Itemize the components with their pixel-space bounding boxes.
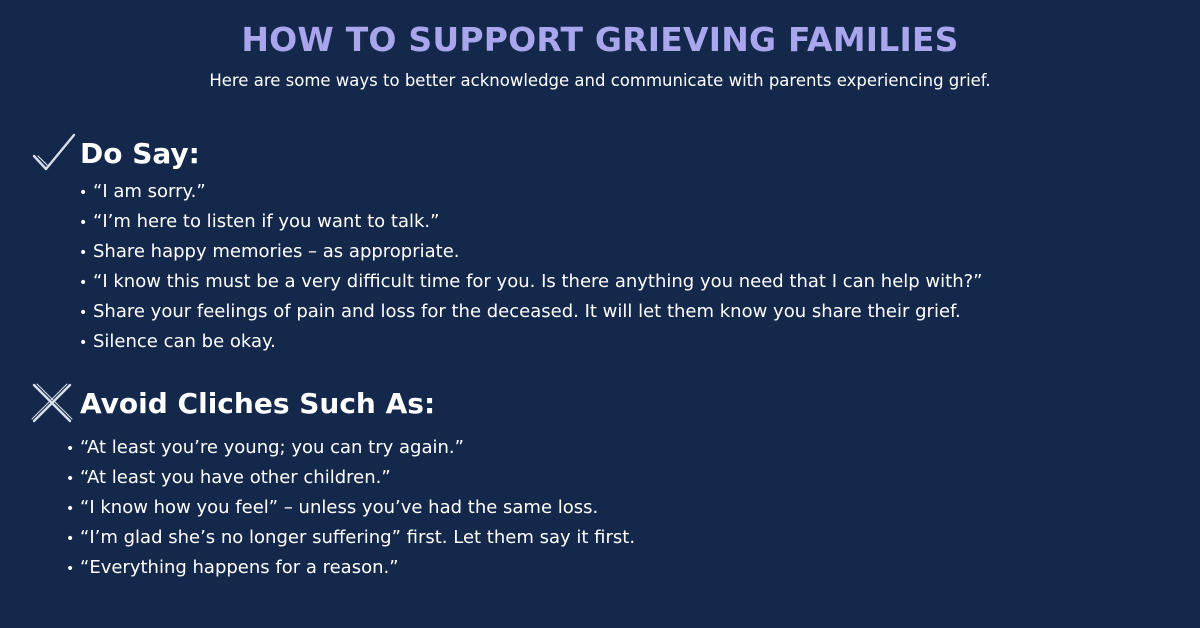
list-item: • “I know how you feel” – unless you’ve had the same loss. — [66, 497, 599, 518]
list-item: • “I’m glad she’s no longer suffering” first. Let them say it first. — [66, 527, 636, 548]
do-say-label: Do Say: — [80, 136, 200, 170]
list-item: • “I’m here to listen if you want to talk.” — [79, 211, 440, 232]
do-say-heading — [30, 131, 200, 175]
avoid-cliches-heading — [30, 381, 435, 425]
avoid-cliches-label: Avoid Cliches Such As: — [80, 386, 436, 420]
do-say-list — [79, 177, 983, 357]
list-item: • Share your feelings of pain and loss for the deceased. It will let them know you share their grief. — [79, 301, 961, 322]
list-item: • “At least you’re young; you can try again.” — [66, 437, 464, 458]
avoid-cliches-list — [66, 433, 635, 583]
x-mark-icon — [30, 381, 78, 425]
page-title: HOW TO SUPPORT GRIEVING FAMILIES — [241, 20, 959, 59]
checkmark-icon — [30, 131, 78, 175]
page-subtitle: Here are some ways to better acknowledge and communicate with parents experiencing grief. — [209, 71, 991, 90]
list-item: • Share happy memories – as appropriate. — [79, 241, 460, 262]
list-item: • “I am sorry.” — [79, 181, 206, 202]
list-item: • Silence can be okay. — [79, 331, 276, 352]
list-item: • “Everything happens for a reason.” — [66, 557, 399, 578]
list-item: • “At least you have other children.” — [66, 467, 391, 488]
list-item: • “I know this must be a very difficult time for you. Is there anything you need that I can help with?” — [79, 271, 983, 292]
